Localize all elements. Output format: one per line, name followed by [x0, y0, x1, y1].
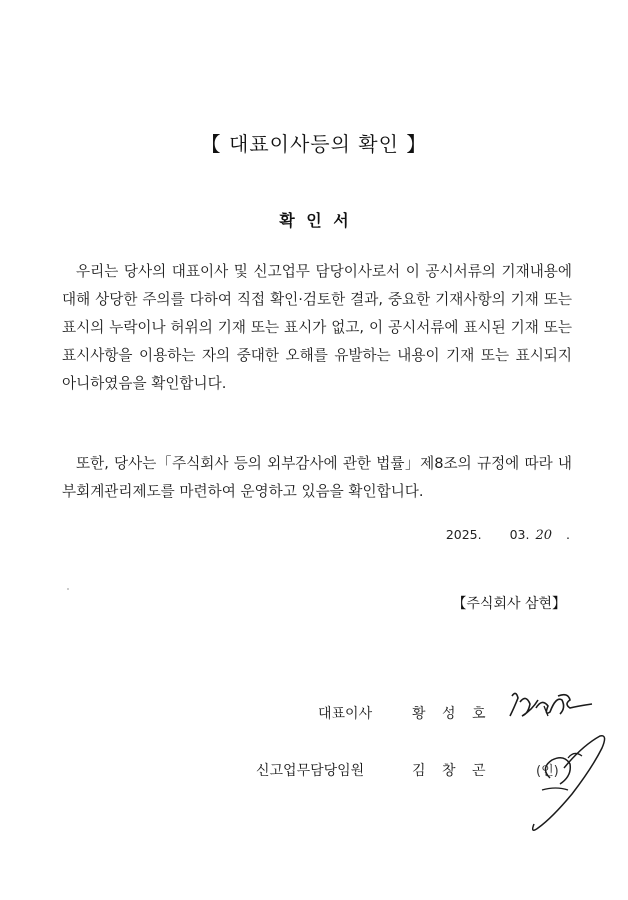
signatory-role-ceo: 대표이사 [318, 706, 373, 722]
signatory-name-ceo: 황 성 호 [412, 706, 492, 722]
document-heading: 【 대표이사등의 확인 】 [200, 132, 428, 156]
company-name: 【주식회사 삼현】 [452, 596, 566, 612]
date-day: 20 [535, 528, 553, 543]
date-year: 2025. [445, 527, 482, 542]
date-month: 03. [509, 527, 530, 542]
date-end: . [566, 527, 570, 542]
scan-speck [67, 588, 69, 590]
ceo-signature [504, 686, 596, 726]
seal-mark: (인) [536, 764, 559, 779]
signatory-name-reporting-officer: 김 창 곤 [412, 763, 492, 779]
document-date [446, 527, 570, 543]
reporting-officer-signature [512, 728, 612, 840]
signatory-role-reporting-officer: 신고업무담당임원 [256, 763, 365, 779]
confirmation-paragraph: 우리는 당사의 대표이사 및 신고업무 담당이사로서 이 공시서류의 기재내용에 대해 상당한 주의를 다하여 직접 확인·검토한 결과, 중요한 기재사항의 기재 또는 표시의 누락이나 허위의 기재 또는 표시가 없고, 이 공시서류에 표시된 기재 또는 표시사항을 이용하는 자의 중대한 오해를 유발하는 내용이 기재 또는 표시되지 아니하였음을 확인합니다. [62, 263, 572, 392]
internal-control-paragraph: 또한, 당사는「주식회사 등의 외부감사에 관한 법률」제8조의 규정에 따라 내부회계관리제도를 마련하여 운영하고 있음을 확인합니다. [62, 455, 572, 500]
document-title: 확 인 서 [279, 211, 349, 230]
